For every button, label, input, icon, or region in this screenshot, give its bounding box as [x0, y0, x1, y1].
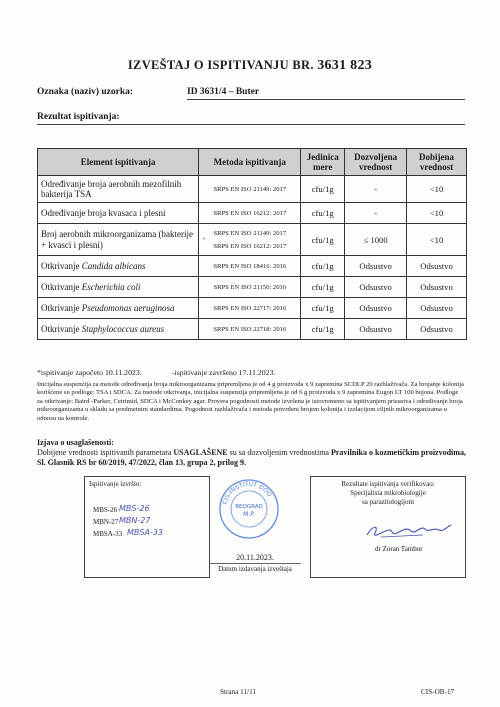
cell-obtained: Odsustvo [407, 298, 467, 319]
table-row [38, 298, 467, 319]
cell-element [38, 298, 199, 319]
cell-allowed: Odsustvo [345, 319, 407, 340]
cell-element [38, 256, 199, 277]
report-title-prefix: IZVEŠTAJ O ISPITIVANJU BR. [127, 58, 314, 72]
verifier-role-1: Specijalista mikrobiologije [350, 489, 426, 497]
stamp-mp: M.P. [243, 511, 255, 518]
cell-element [38, 224, 199, 256]
method-notes: Inicijalna suspenzija za metode određivanja broja mikroorganizama pripremljena je od 4 g proizvoda x 9 zapremina SCDLP 20 razblaživača. Za brojanje kolonija korišćene su podloge: TSA i SDCA. Za metode otkrivanja, inicijalna suspenzija pripremljena je od 6 g proizvoda x 9 zapremina Eugon LT 100 bujona. Podloge za otkrivanje: Baird -Parker, Cetrimid, SDCA i McConkey agar. Provera pogodnosti metode izvršena je istovremeno sa ispitivanjem prisustva i određivanje broja mikroorganizama u skladu sa predmetnim standardima. Pogodnost razblaživača i metoda potvrđeni brojem kolonija i izolacijom ciljnih mikroorganizama u odnosu na kontrole. [37, 381, 464, 422]
element-text: Broj aerobnih mikroorganizama (bakterije + kvasci i plesni) [41, 229, 194, 250]
conformity-text [37, 448, 467, 468]
cell-obtained: <10 [407, 224, 467, 256]
verifier-box [310, 476, 466, 578]
cell-unit: cfu/1g [301, 203, 345, 224]
tester-line-3: MBSA-33 [93, 530, 123, 538]
cell-allowed: - [345, 176, 407, 203]
testers-box [84, 476, 210, 578]
method-text: SRPS EN ISO 21150: 2016 [213, 283, 287, 291]
verifier-role-2: sa parazitologijom [362, 498, 414, 506]
element-text: Otkrivanje [41, 260, 82, 271]
cell-allowed: ≤ 1000 [345, 224, 407, 256]
tester-line-2: MBN-27 [93, 518, 119, 526]
verifier-signature [363, 521, 453, 543]
method-text: SRPS EN ISO 18416: 2016 [213, 262, 287, 270]
results-table [37, 148, 467, 340]
conformity-text-c: su sa dozvoljenim vrednostima [227, 448, 331, 457]
tester-signature-2: MBN-27 [119, 516, 151, 525]
header-allowed: Dozvoljena vrednost [345, 149, 407, 176]
cell-unit: cfu/1g [301, 256, 345, 277]
cell-element [38, 319, 199, 340]
table-row [38, 176, 467, 203]
organism-name: Escherichia coli [81, 281, 141, 292]
conformity-heading: Izjava o usaglašenosti: [37, 438, 114, 447]
header-obtained: Dobijena vrednost [407, 149, 467, 176]
header-element: Element ispitivanja [38, 149, 199, 176]
element-text: Otkrivanje [41, 302, 82, 313]
cell-unit: cfu/1g [301, 298, 345, 319]
tester-signature-3: MBSA-33 [127, 528, 164, 537]
cell-element [38, 277, 199, 298]
table-row [38, 319, 467, 340]
table-row [38, 203, 467, 224]
cell-obtained: Odsustvo [407, 277, 467, 298]
report-title [0, 58, 500, 74]
table-row [38, 277, 467, 298]
page-number: Strana 11/11 [220, 688, 256, 696]
issue-date-line [209, 563, 301, 564]
element-text: Otkrivanje [41, 323, 82, 334]
cell-method [199, 203, 301, 224]
tester-line-1: MBS-26 [93, 506, 118, 514]
result-underline [37, 124, 465, 125]
report-number: 3631 823 [317, 58, 373, 73]
element-text: Određivanje broja kvasaca i plesni [41, 207, 166, 218]
cell-unit: cfu/1g [301, 224, 345, 256]
verifier-heading: Rezultate ispitivanja verifikovao: [341, 480, 435, 488]
organism-name: Candida albicans [81, 260, 146, 271]
element-text: Određivanje broja aerobnih mezofilnih bakterija TSA [41, 178, 182, 199]
cell-obtained: Odsustvo [407, 256, 467, 277]
cell-method [199, 176, 301, 203]
stamp-top-text: CIS-INSTITUT DOO [221, 480, 273, 506]
cell-method [199, 298, 301, 319]
organism-name: Staphylococcus aureus [81, 323, 165, 334]
cell-obtained: <10 [407, 176, 467, 203]
method-text: SRPS EN ISO 16212: 2017 [213, 209, 287, 217]
table-row [38, 256, 467, 277]
sample-value: ID 3631/4 – Buter [187, 87, 260, 97]
table-header-row [38, 149, 467, 176]
method-text: SRPS EN ISO 21149: 2017 [213, 229, 287, 237]
result-label: Rezultat ispitivanja: [37, 112, 120, 122]
method-text-2: SRPS EN ISO 16212: 2017 [213, 242, 287, 250]
method-text: SRPS EN ISO 22718: 2016 [213, 325, 287, 333]
stamp-city: BEOGRAD [235, 504, 263, 510]
cell-unit: cfu/1g [301, 319, 345, 340]
company-stamp [218, 478, 280, 540]
method-text: SRPS EN ISO 22717: 2016 [213, 304, 287, 312]
cell-method [199, 224, 301, 256]
header-unit: Jedinica mere [301, 149, 345, 176]
sample-label: Oznaka (naziv) uzorka: [37, 87, 134, 97]
cell-element [38, 176, 199, 203]
cell-unit: cfu/1g [301, 176, 345, 203]
element-text: Otkrivanje [41, 281, 82, 292]
conformity-regulation: Pravilnika o kozmetičkim proizvodima, Sl. Glasnik RS br 60/2019, 47/2022, član 13, grupa 2, prilog 9. [37, 448, 466, 467]
cell-method [199, 277, 301, 298]
testers-heading: Ispitivanje izvršio: [89, 480, 142, 488]
issue-date: 20.11.2023. [236, 553, 274, 562]
issue-date-label: Datum izdavanja izveštaja [218, 565, 292, 573]
organism-name: Pseudomonas aeruginosa [81, 302, 175, 313]
conformity-text-a: Dobijene vrednosti ispitivanih parametara [37, 448, 174, 457]
header-method: Metoda ispitivanja [199, 149, 301, 176]
cell-method [199, 256, 301, 277]
form-code: CIS-OB-17 [421, 688, 455, 696]
cell-obtained: Odsustvo [407, 319, 467, 340]
test-end-date: -ispitivanje završeno 17.11.2023. [172, 368, 276, 377]
verifier-name: dr Zoran Tambur [375, 545, 423, 553]
cell-allowed: - [345, 203, 407, 224]
test-start-date: *ispitivanje započeto 10.11.2023. [37, 368, 142, 377]
sample-underline [187, 99, 465, 100]
tester-signature-1: MBS-26 [119, 504, 150, 513]
cell-allowed: Odsustvo [345, 298, 407, 319]
cell-unit: cfu/1g [301, 277, 345, 298]
cell-obtained: <10 [407, 203, 467, 224]
cell-allowed: Odsustvo [345, 277, 407, 298]
conformity-status: USAGLAŠENE [173, 448, 228, 457]
cell-allowed: Odsustvo [345, 256, 407, 277]
method-text: SRPS EN ISO 21149: 2017 [213, 185, 287, 193]
cell-element [38, 203, 199, 224]
method-plus: + [202, 236, 206, 243]
table-row [38, 224, 467, 256]
cell-method [199, 319, 301, 340]
